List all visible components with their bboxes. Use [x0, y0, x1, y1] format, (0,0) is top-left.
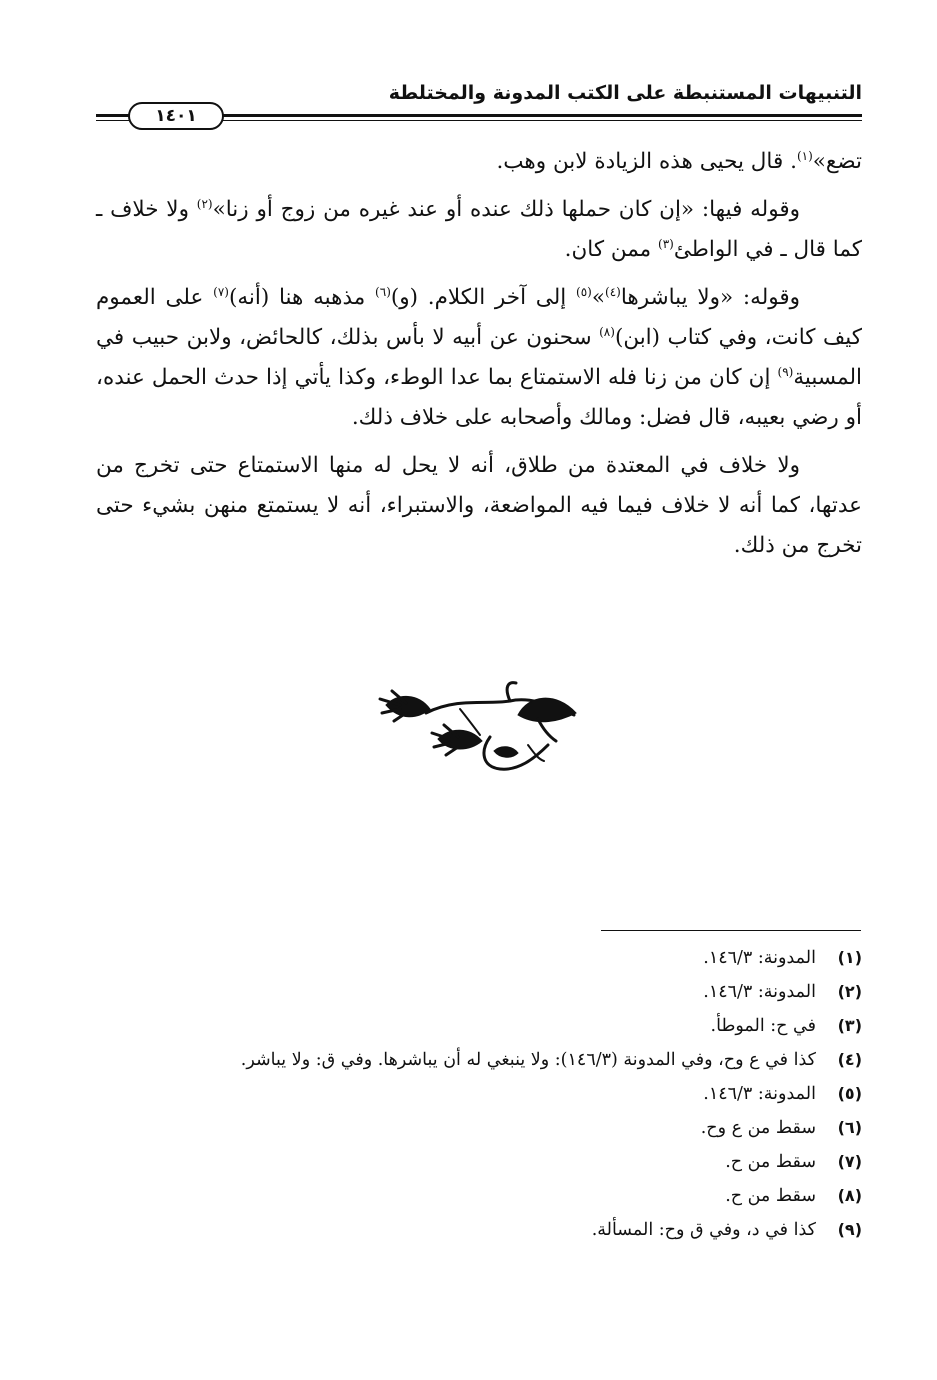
- main-text: [96, 142, 862, 574]
- footnote-item: [96, 941, 862, 975]
- footnote-text: كذا في ع وح، وفي المدونة (١٤٦/٣): ولا ينبغي له أن يباشرها. وفي ق: ولا يباشر.: [240, 1050, 816, 1070]
- text-run: وقوله: «ولا يباشرها: [620, 285, 801, 310]
- footnote-number: (٤): [837, 1050, 862, 1069]
- footnote-number: (٢): [837, 982, 862, 1001]
- footnote-item: [96, 975, 862, 1009]
- footnote-separator: [601, 930, 861, 931]
- footnote-item: [96, 1043, 862, 1077]
- footnote-ref-5[interactable]: (٥): [576, 284, 592, 299]
- footnote-number: (٧): [837, 1152, 862, 1171]
- footnote-text: سقط من ح.: [725, 1186, 816, 1206]
- text-run: تضع»: [812, 149, 862, 174]
- footnote-ref-8[interactable]: (٨): [599, 324, 615, 339]
- footnote-text: المدونة: ١٤٦/٣.: [703, 948, 816, 968]
- footnote-text: سقط من ح.: [725, 1152, 816, 1172]
- text-run: سحنون عن أبيه لا بأس بذلك، كالحائض، ولابن حبيب في المسبية: [96, 325, 862, 390]
- footnote-text: كذا في د، وفي ق وح: المسألة.: [591, 1220, 816, 1240]
- footnote-item: [96, 1145, 862, 1179]
- page-header: [96, 74, 862, 130]
- footnote-item: [96, 1009, 862, 1043]
- page-number: [128, 102, 224, 130]
- paragraph-4: ولا خلاف في المعتدة من طلاق، أنه لا يحل له منها الاستمتاع حتى تخرج من عدتها، كما أنه لا خلاف فيما فيه المواضعة، والاستبراء، أنه لا يستمتع منهن بشيء حتى تخرج من ذلك.: [96, 453, 862, 558]
- footnotes: [96, 941, 862, 1247]
- footnote-text: سقط من ع وح.: [700, 1118, 816, 1138]
- paragraph-1: [96, 142, 862, 182]
- footnote-ref-7[interactable]: (٧): [213, 284, 229, 299]
- footnote-ref-6[interactable]: (٦): [375, 284, 391, 299]
- text-run: ولا خلاف ـ كما قال ـ في الواطئ: [96, 197, 862, 262]
- paragraph-2: [96, 190, 862, 270]
- footnote-number: (٩): [837, 1220, 862, 1239]
- footnote-number: (٣): [837, 1016, 862, 1035]
- running-title: التنبيهات المستنبطة على الكتب المدونة والمختلطة: [388, 82, 862, 104]
- text-run: . قال يحيى هذه الزيادة لابن وهب.: [496, 149, 797, 174]
- footnote-item: [96, 1111, 862, 1145]
- paragraph-3: [96, 278, 862, 438]
- footnote-ref-2[interactable]: (٢): [196, 196, 213, 211]
- footnote-number: (٦): [837, 1118, 862, 1137]
- footnote-item: [96, 1179, 862, 1213]
- text-run: وقوله فيها: «إن كان حملها ذلك عنده أو عند غيره من زوج أو زنا»: [212, 197, 800, 222]
- footnote-number: (١): [837, 948, 862, 967]
- text-run: ممن كان.: [564, 237, 659, 262]
- text-run: على العموم كيف كانت، وفي كتاب (ابن): [96, 285, 862, 350]
- text-run: إن كان من زنا فله الاستمتاع بما عدا الوطء، وكذا يأتي إذا حدث الحمل عنده، أو رضي بعيبه، قال فضل: ومالك وأصحابه على خلاف ذلك.: [96, 365, 862, 430]
- footnote-number: (٨): [837, 1186, 862, 1205]
- footnote-text: المدونة: ١٤٦/٣.: [703, 982, 816, 1002]
- text-run: مذهبه هنا (أنه): [228, 285, 376, 310]
- text-run: إلى آخر الكلام. (و): [390, 285, 577, 310]
- footnote-ref-4[interactable]: (٤): [605, 284, 621, 299]
- page-number-text: ١٤٠١: [155, 106, 197, 126]
- footnote-number: (٥): [837, 1084, 862, 1103]
- footnote-ref-1[interactable]: (١): [796, 148, 813, 163]
- floral-vignette-icon: [378, 675, 580, 775]
- footnote-ref-3[interactable]: (٣): [658, 236, 674, 251]
- footnote-item: [96, 1077, 862, 1111]
- text-run: »: [591, 285, 605, 310]
- footnote-text: المدونة: ١٤٦/٣.: [703, 1084, 816, 1104]
- footnote-ref-9[interactable]: (٩): [777, 364, 794, 379]
- footnote-text: في ح: الموطأ.: [710, 1016, 816, 1036]
- footnote-item: [96, 1213, 862, 1247]
